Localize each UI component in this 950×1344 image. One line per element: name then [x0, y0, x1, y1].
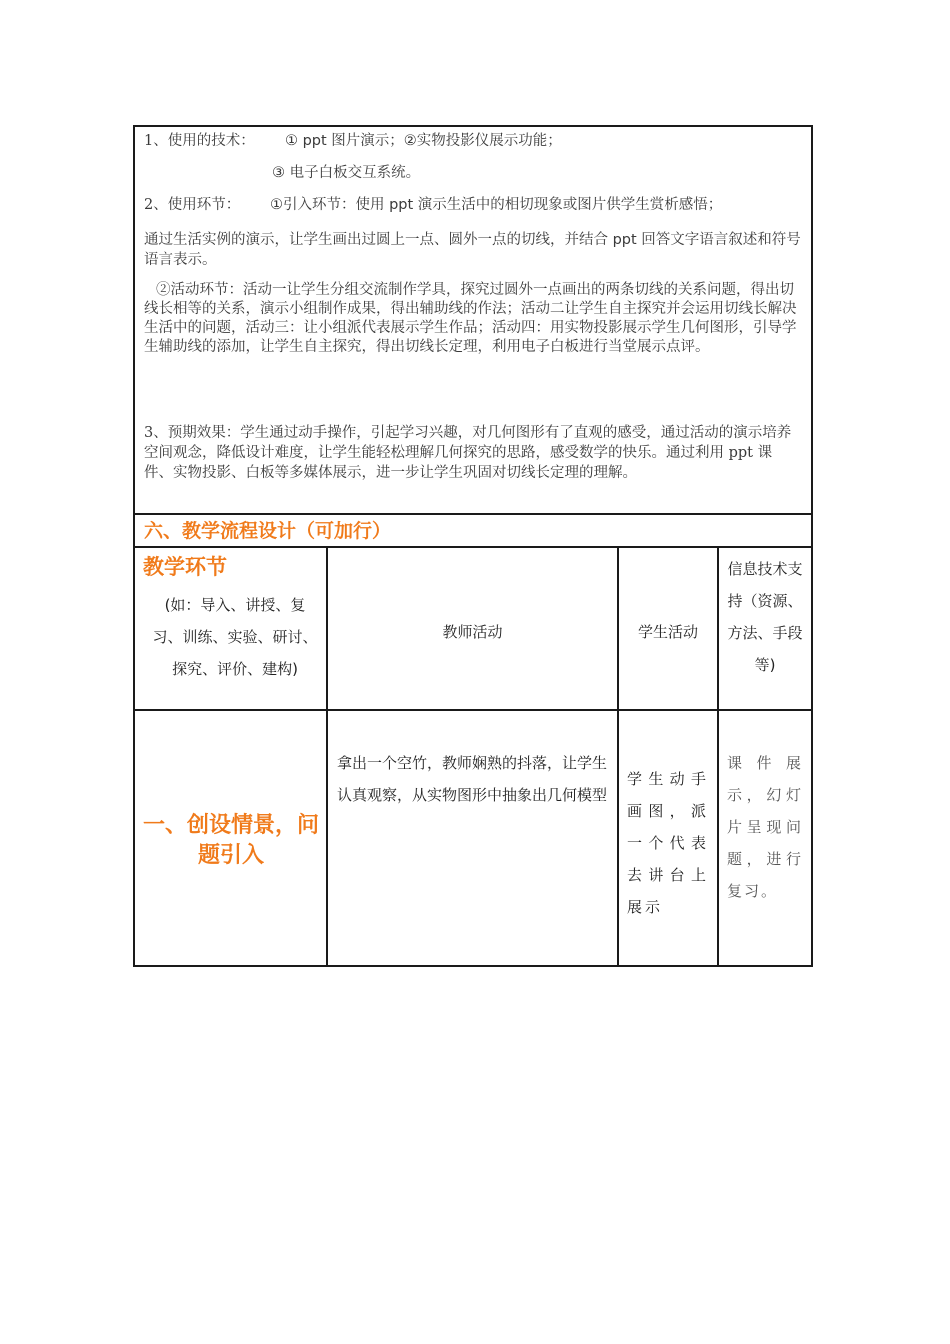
item1-line1: ① ppt 图片演示；②实物投影仪展示功能； — [285, 133, 562, 149]
item2-activity: ②活动环节：活动一让学生分组交流制作学具，探究过圆外一点画出的两条切线的关系问题，得出切线长相等的关系，演示小组制作成果，得出辅助线的作法；活动二让学生自主探究并会运用切线长解决生活中的问题，活动三：让小组派代表展示学生作品；活动四：用实物投影展示学生几何图形，引导学生辅助线的添加，让学生自主探究，得出切线长定理，利用电子白板进行当堂展示点评。 — [144, 282, 797, 355]
col-divider — [326, 546, 328, 965]
item1-line2: ③ 电子白板交互系统。 — [272, 165, 421, 181]
item3-expected-effect: 3、预期效果：学生通过动手操作，引起学习兴趣，对几何图形有了直观的感受，通过活动的演示培养空间观念，降低设计难度，让学生能轻松理解几何探究的思路，感受数学的快乐。通过利用 ppt 课件、实物投影、白板等多媒体展示，进一步让学生巩固对切线长定理的理解。 — [144, 425, 792, 481]
row1-teacher-activity: 拿出一个空竹，教师娴熟的抖落，让学生认真观察，从实物图形中抽象出几何模型 — [337, 754, 608, 804]
header-student-activity: 学生活动 — [637, 623, 698, 641]
col-divider — [617, 546, 619, 965]
header-tech-support: 信息技术支持（资源、方法、手段等) — [727, 560, 803, 674]
item1-label: 1、使用的技术： — [144, 133, 255, 149]
section6-title: 六、教学流程设计（可加行） — [144, 520, 392, 542]
header-stage-title: 教学环节 — [143, 555, 227, 579]
item2-label: 2、使用环节： — [144, 197, 241, 213]
item2-line1: ①引入环节：使用 ppt 演示生活中的相切现象或图片供学生赏析感悟； — [270, 197, 723, 213]
row1-student-activity: 学生动手画图，派一个代表去讲台上展示 — [627, 770, 709, 916]
row-divider — [135, 546, 811, 548]
item2-paragraph: 通过生活实例的演示，让学生画出过圆上一点、圆外一点的切线，并结合 ppt 回答文字语言叙述和符号语言表示。 — [144, 232, 801, 268]
header-stage-note: (如：导入、讲授、复习、训练、实验、研讨、探究、评价、建构) — [152, 596, 318, 678]
row1-stage: 一、创设情景，问题引入 — [142, 813, 319, 868]
lesson-plan-table — [133, 125, 813, 967]
header-teacher-activity: 教师活动 — [442, 623, 503, 641]
row-divider — [135, 709, 811, 711]
col-divider — [717, 546, 719, 965]
row-divider — [135, 513, 811, 515]
row1-tech-support: 课件展示，幻灯片呈现问题，进行复习。 — [727, 754, 803, 900]
